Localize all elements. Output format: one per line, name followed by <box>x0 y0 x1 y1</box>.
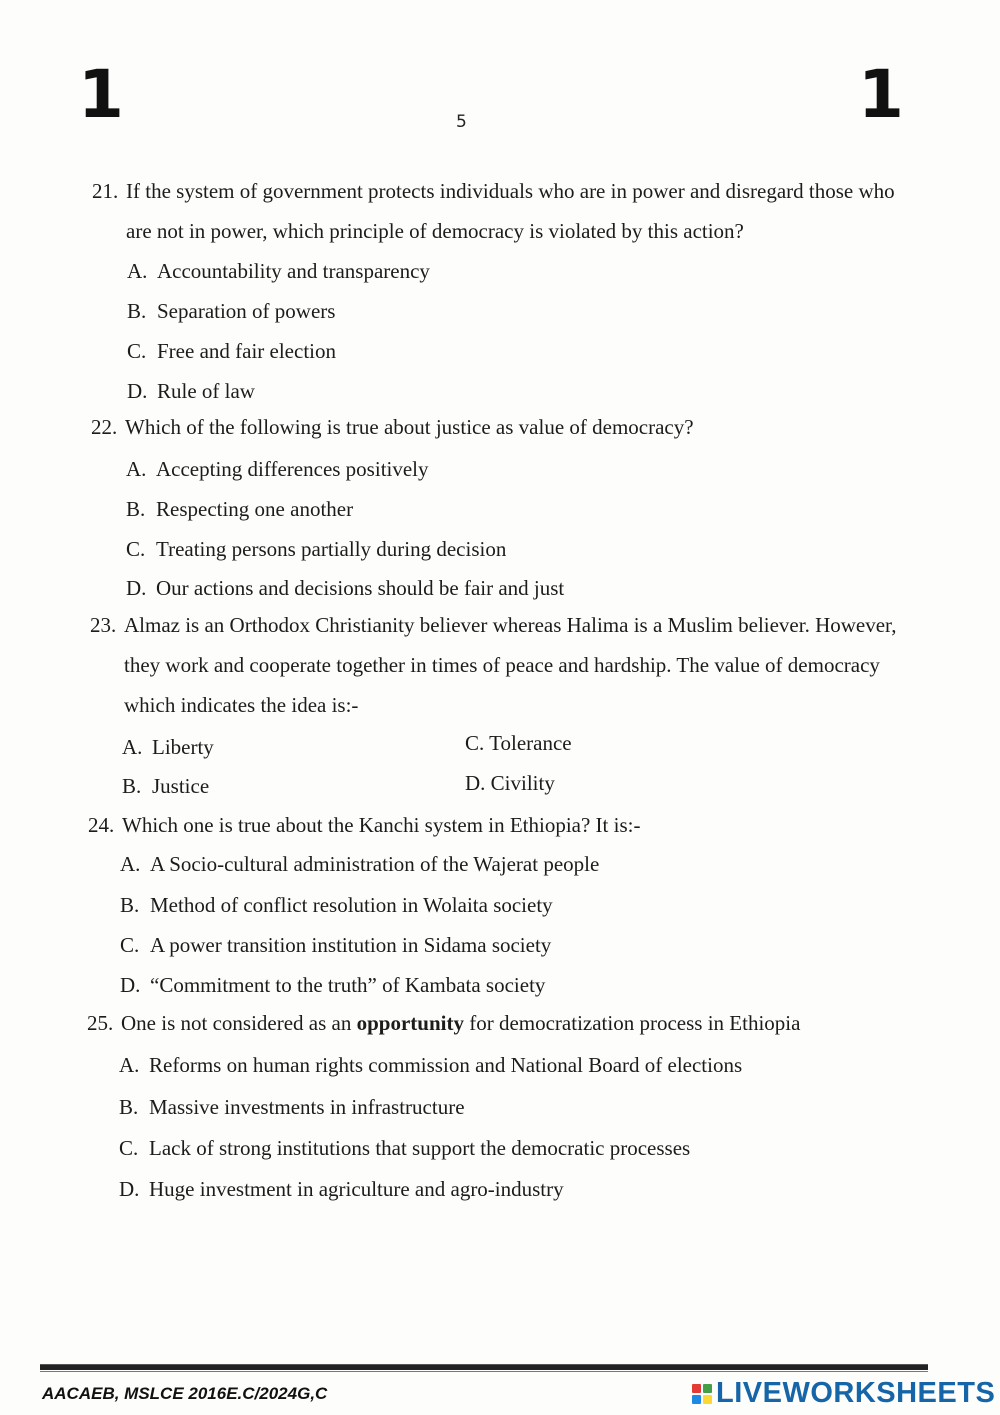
option-text: Method of conflict resolution in Wolaita society <box>150 893 553 917</box>
question-text: Almaz is an Orthodox Christianity believer whereas Halima is a Muslim believer. However, <box>124 613 897 637</box>
option-23-c[interactable] <box>465 730 572 756</box>
question-emphasis: opportunity <box>356 1011 464 1035</box>
question-number: 21. <box>92 179 119 203</box>
option-21-d[interactable] <box>127 378 255 404</box>
question-text: Which of the following is true about justice as value of democracy? <box>125 415 694 439</box>
option-21-b[interactable] <box>127 298 335 324</box>
option-text: Accountability and transparency <box>157 259 430 283</box>
question-text-line2: are not in power, which principle of democracy is violated by this action? <box>126 219 744 243</box>
question-number: 22. <box>91 415 118 439</box>
corner-number-right: 1 <box>858 56 904 133</box>
option-text: Justice <box>152 774 210 798</box>
option-text: Accepting differences positively <box>156 457 429 481</box>
option-text: Free and fair election <box>157 339 336 363</box>
question-22 <box>91 407 694 447</box>
question-text: If the system of government protects individuals who are in power and disregard those who <box>126 179 895 203</box>
option-text: Tolerance <box>489 731 572 755</box>
logo-square <box>703 1384 712 1393</box>
option-letter: B. <box>127 299 147 323</box>
option-text: Lack of strong institutions that support the democratic processes <box>149 1136 691 1160</box>
option-text: Huge investment in agriculture and agro-industry <box>149 1177 564 1201</box>
option-text: Massive investments in infrastructure <box>149 1095 465 1119</box>
option-text: Separation of powers <box>157 299 336 323</box>
question-text: Which one is true about the Kanchi system in Ethiopia? It is:- <box>122 813 641 837</box>
option-text: Treating persons partially during decision <box>156 537 507 561</box>
option-text: Civility <box>490 771 555 795</box>
option-22-c[interactable] <box>126 536 506 562</box>
option-letter: D. <box>126 576 147 600</box>
option-text: Liberty <box>152 735 214 759</box>
option-21-a[interactable] <box>127 258 430 284</box>
option-letter: C. <box>119 1136 139 1160</box>
option-text: “Commitment to the truth” of Kambata society <box>150 973 546 997</box>
liveworksheets-brand-text: LIVEWORKSHEETS <box>716 1377 996 1409</box>
liveworksheets-brand[interactable] <box>692 1377 995 1410</box>
logo-square <box>692 1384 701 1393</box>
option-letter: C. <box>126 537 146 561</box>
option-text: A Socio-cultural administration of the Wajerat people <box>150 852 600 876</box>
option-22-b[interactable] <box>126 496 353 522</box>
option-25-a[interactable] <box>119 1052 742 1078</box>
option-22-a[interactable] <box>126 456 429 482</box>
option-24-c[interactable] <box>120 932 551 958</box>
option-letter: A. <box>120 852 141 876</box>
question-25 <box>87 1003 800 1043</box>
option-22-d[interactable] <box>126 575 564 601</box>
option-23-b[interactable] <box>122 773 209 799</box>
question-text-line2: they work and cooperate together in times of peace and hardship. The value of democracy <box>124 653 880 677</box>
question-number: 24. <box>88 813 115 837</box>
option-letter: D. <box>120 973 141 997</box>
option-text: Rule of law <box>157 379 255 403</box>
option-23-d[interactable] <box>465 770 555 796</box>
option-25-d[interactable] <box>119 1176 564 1202</box>
question-text-part: for democratization process in Ethiopia <box>463 1011 801 1035</box>
footer-exam-code: AACAEB, MSLCE 2016E.C/2024G,C <box>42 1384 328 1403</box>
question-text <box>121 1011 800 1035</box>
question-24 <box>88 805 640 845</box>
option-letter: B. <box>120 893 140 917</box>
option-25-c[interactable] <box>119 1135 690 1161</box>
option-letter: B. <box>126 497 146 521</box>
option-letter: B. <box>119 1095 139 1119</box>
question-number: 23. <box>90 613 117 637</box>
question-text-part: One is not considered as an <box>121 1011 357 1035</box>
option-letter: B. <box>122 774 142 798</box>
logo-square <box>692 1395 701 1404</box>
option-letter: A. <box>119 1053 140 1077</box>
option-letter: D. <box>127 379 148 403</box>
option-letter: A. <box>127 259 148 283</box>
liveworksheets-logo-icon <box>692 1384 712 1404</box>
question-number: 25. <box>87 1011 114 1035</box>
option-text: Reforms on human rights commission and National Board of elections <box>149 1053 743 1077</box>
footer-rule <box>40 1364 928 1370</box>
page-number: 5 <box>456 112 467 132</box>
option-text: A power transition institution in Sidama society <box>150 933 552 957</box>
option-letter: C. <box>127 339 147 363</box>
question-text-line3: which indicates the idea is:- <box>124 693 359 717</box>
option-text: Our actions and decisions should be fair and just <box>156 576 565 600</box>
option-letter: D. <box>465 771 486 795</box>
option-letter: D. <box>119 1177 140 1201</box>
corner-number-left: 1 <box>78 56 124 133</box>
option-letter: A. <box>126 457 147 481</box>
option-25-b[interactable] <box>119 1094 465 1120</box>
option-21-c[interactable] <box>127 338 336 364</box>
logo-square <box>703 1395 712 1404</box>
option-24-b[interactable] <box>120 892 553 918</box>
option-text: Respecting one another <box>156 497 354 521</box>
option-letter: C. <box>120 933 140 957</box>
option-23-a[interactable] <box>122 734 214 760</box>
option-24-a[interactable] <box>120 851 599 877</box>
option-24-d[interactable] <box>120 972 545 998</box>
option-letter: A. <box>122 735 143 759</box>
question-21 <box>92 171 895 251</box>
question-23 <box>90 605 896 725</box>
option-letter: C. <box>465 731 485 755</box>
